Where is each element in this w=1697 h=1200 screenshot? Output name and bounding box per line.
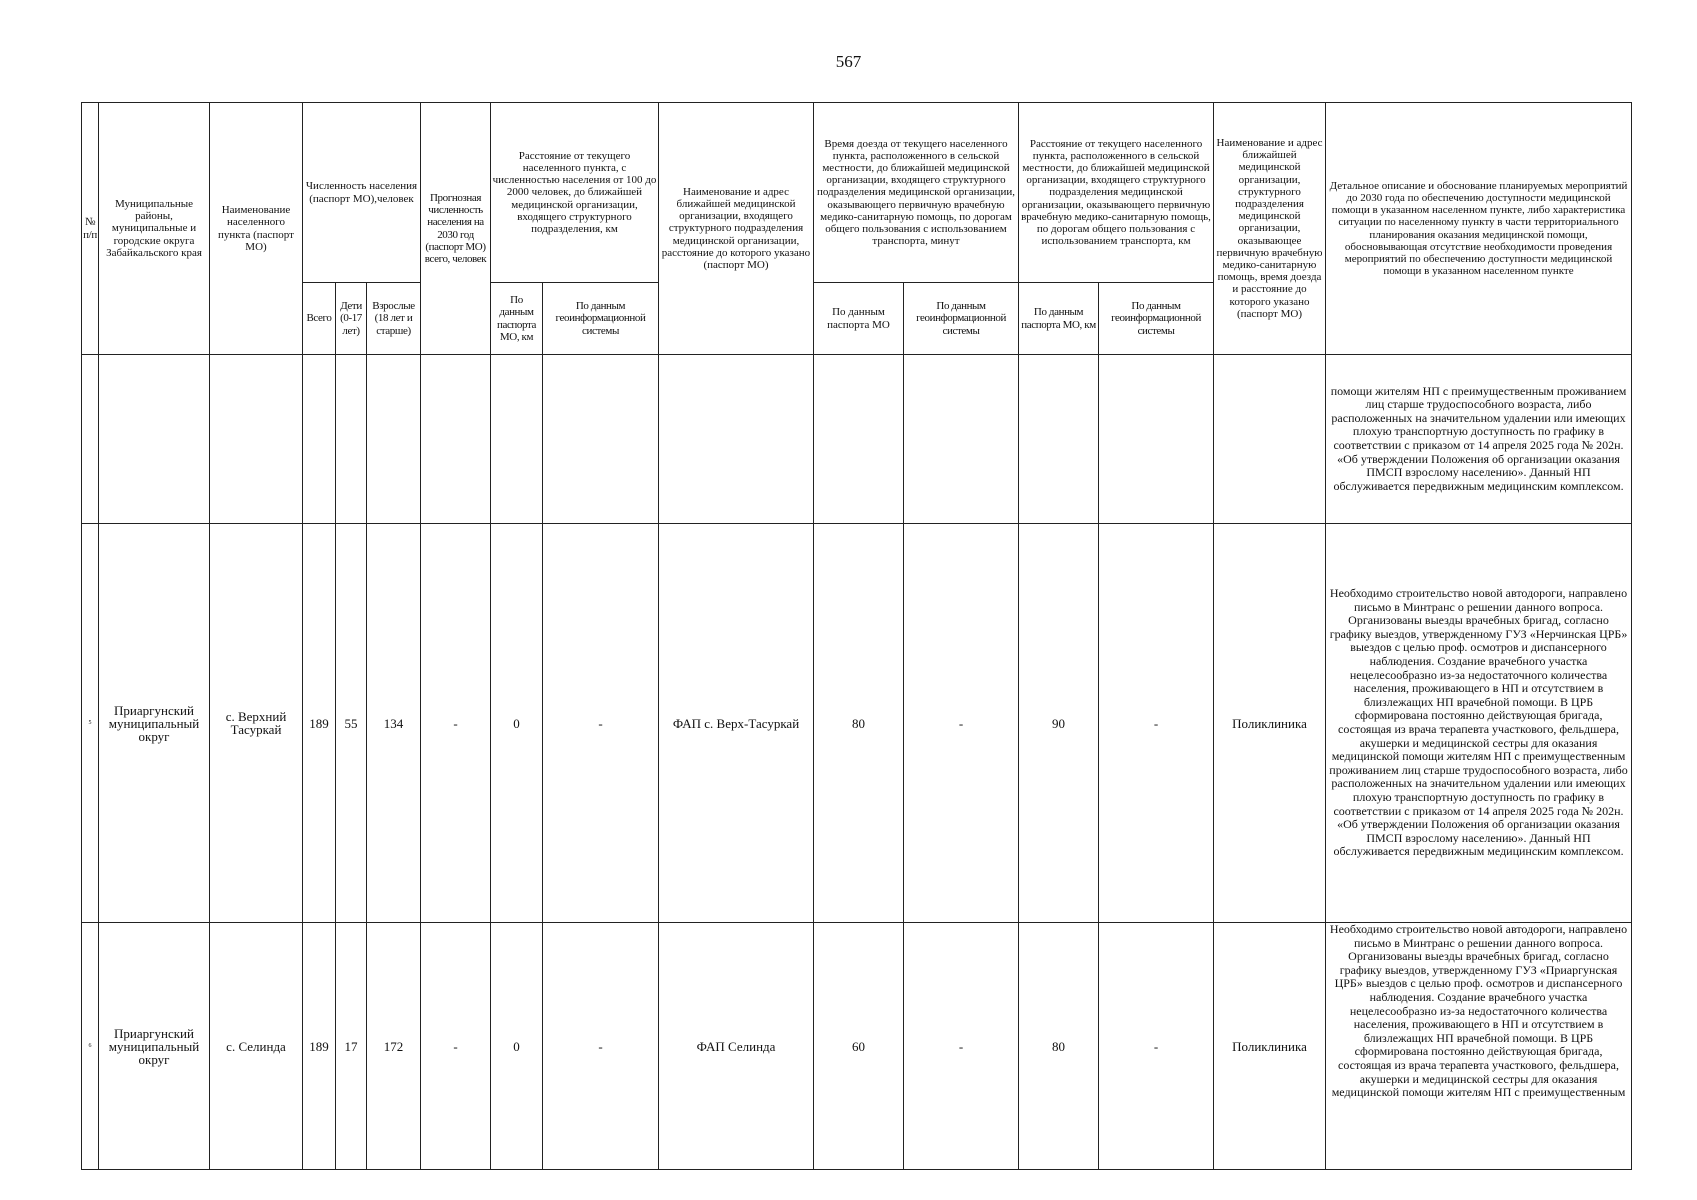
km-passport-cell: 80 [1019,923,1099,1170]
header-km-passport: По данным паспорта МО, км [1019,283,1099,355]
time-gis-cell: - [904,524,1019,923]
header-pop-children: Дети (0-17 лет) [336,283,367,355]
distance-passport-cell: 0 [491,524,543,923]
nearest-cell [1214,355,1326,524]
header-nearest-org: Наименование и адрес ближайшей медицинской организации, входящего структурного подразделения медицинской организации, расстояние до которого указано (паспорт МО) [659,103,814,355]
forecast-cell: - [421,923,491,1170]
org-cell: ФАП с. Верх-Тасуркай [659,524,814,923]
description-cell: помощи жителям НП с преимущественным проживанием лиц старше трудоспособного возраста, либо расположенных на значительном удалении или имеющих плохую транспортную доступность по графику в соответствии с приказом от 14 апреля 2025 года № 202н. «Об утверждении Положения об организации оказания ПМСП взрослому населению». Данный НП обслуживается передвижным медицинским комплексом. [1326,355,1632,524]
header-district: Муниципальные районы, муниципальные и городские округа Забайкальского края [99,103,210,355]
km-passport-cell: 90 [1019,524,1099,923]
row-number: 6 [82,923,99,1170]
adults-cell [367,355,421,524]
settlement-cell: с. Верхний Тасуркай [210,524,303,923]
distance-gis-cell: - [543,524,659,923]
header-distance-gis: По данным геоинформационной системы [543,283,659,355]
table-row [82,923,1632,1170]
nearest-cell: Поликлиника [1214,524,1326,923]
forecast-cell: - [421,524,491,923]
header-distance-passport: По данным паспорта МО, км [491,283,543,355]
time-gis-cell [904,355,1019,524]
row-number [82,355,99,524]
children-cell [336,355,367,524]
header-no: № п/п [82,103,99,355]
distance-passport-cell: 0 [491,923,543,1170]
km-gis-cell [1099,355,1214,524]
row-number: 5 [82,524,99,923]
distance-passport-cell [491,355,543,524]
description-cell: Необходимо строительство новой автодороги, направлено письмо в Минтранс о решении данного вопроса. Организованы выезды врачебных бригад, согласно графику выездов, утвержденному ГУЗ «Нерчинская ЦРБ» выездов с целью проф. осмотров и диспансерного наблюдения. Создание врачебного участка нецелесообразно из-за недостаточного количества населения, проживающего в НП и отсутствием в близлежащих НП врачебной помощи. В ЦРБ сформирована постоянно действующая бригада, состоящая из врача терапевта участкового, фельдшера, акушерки и медицинской сестры для оказания медицинской помощи жителям НП с преимущественным проживанием лиц старше трудоспособного возраста, либо расположенных на значительном удалении или имеющих плохую транспортную доступность по графику в соответствии с приказом от 14 апреля 2025 года № 202н. «Об утверждении Положения об организации оказания ПМСП взрослому населению». Данный НП обслуживается передвижным медицинским комплексом. [1326,524,1632,923]
header-pop-adults: Взрослые (18 лет и старше) [367,283,421,355]
district-cell: Приаргунский муниципальный округ [99,923,210,1170]
adults-cell: 134 [367,524,421,923]
settlement-cell: с. Селинда [210,923,303,1170]
children-cell: 17 [336,923,367,1170]
header-settlement: Наименование населенного пункта (паспорт МО) [210,103,303,355]
header-forecast: Прогнозная численность населения на 2030 год (паспорт МО) всего, человек [421,103,491,355]
time-passport-cell: 80 [814,524,904,923]
total-cell: 189 [303,524,336,923]
km-gis-cell: - [1099,923,1214,1170]
description-cell: Необходимо строительство новой автодороги, направлено письмо в Минтранс о решении данного вопроса. Организованы выезды врачебных бригад, согласно графику выездов, утвержденному ГУЗ «Приаргунская ЦРБ» выездов с целью проф. осмотров и диспансерного наблюдения. Создание врачебного участка нецелесообразно из-за недостаточного количества населения, проживающего в НП и отсутствием в близлежащих НП врачебной помощи. В ЦРБ сформирована постоянно действующая бригада, состоящая из врача терапевта участкового, фельдшера, акушерки и медицинской сестры для оказания медицинской помощи жителям НП с преимущественным [1326,923,1632,1170]
km-gis-cell: - [1099,524,1214,923]
data-table [81,102,1632,1170]
settlement-cell [210,355,303,524]
org-cell [659,355,814,524]
time-gis-cell: - [904,923,1019,1170]
table-row [82,524,1632,923]
header-travel-time: Время доезда от текущего населенного пункта, расположенного в сельской местности, до ближайшей медицинской организации, входящего структурного подразделения медицинской организации, оказывающего первичную врачебную медико-санитарную помощь, по дорогам общего пользования с использованием транспорта, минут [814,103,1019,283]
children-cell: 55 [336,524,367,923]
total-cell: 189 [303,923,336,1170]
total-cell [303,355,336,524]
forecast-cell [421,355,491,524]
header-time-gis: По данным геоинформационной системы [904,283,1019,355]
page-number: 567 [835,52,862,71]
distance-gis-cell: - [543,923,659,1170]
time-passport-cell: 60 [814,923,904,1170]
nearest-cell: Поликлиника [1214,923,1326,1170]
header-distance-rural: Расстояние от текущего населенного пункта, расположенного в сельской местности, до ближайшей медицинской организации, входящего структурного подразделения медицинской организации, оказывающего первичную врачебную медико-санитарную помощь, по дорогам общего пользования с использованием транспорта, км [1019,103,1214,283]
org-cell: ФАП Селинда [659,923,814,1170]
header-nearest-org-time: Наименование и адрес ближайшей медицинской организации, структурного подразделения медицинской организации, оказывающее первичную врачебную медико-санитарную помощь, время доезда и расстояние до которого указано (паспорт МО) [1214,103,1326,355]
district-cell: Приаргунский муниципальный округ [99,524,210,923]
adults-cell: 172 [367,923,421,1170]
time-passport-cell [814,355,904,524]
km-passport-cell [1019,355,1099,524]
header-population: Численность населения (паспорт МО),человек [303,103,421,283]
distance-gis-cell [543,355,659,524]
district-cell [99,355,210,524]
header-time-passport: По данным паспорта МО [814,283,904,355]
header-description: Детальное описание и обоснование планируемых мероприятий до 2030 года по обеспечению доступности медицинской помощи в указанном населенном пункте, либо характеристика ситуации по населенному пункту в части территориального планирования оказания медицинской помощи, обосновывающая отсутствие необходимости проведения мероприятий по обеспечению доступности медицинской помощи в указанном населенном пункте [1326,103,1632,355]
table-row [82,355,1632,524]
header-pop-total: Всего [303,283,336,355]
header-km-gis: По данным геоинформационной системы [1099,283,1214,355]
header-distance-100-2000: Расстояние от текущего населенного пункта, с численностью населения от 100 до 2000 человек, до ближайшей медицинской организации, входящего структурного подразделения, км [491,103,659,283]
